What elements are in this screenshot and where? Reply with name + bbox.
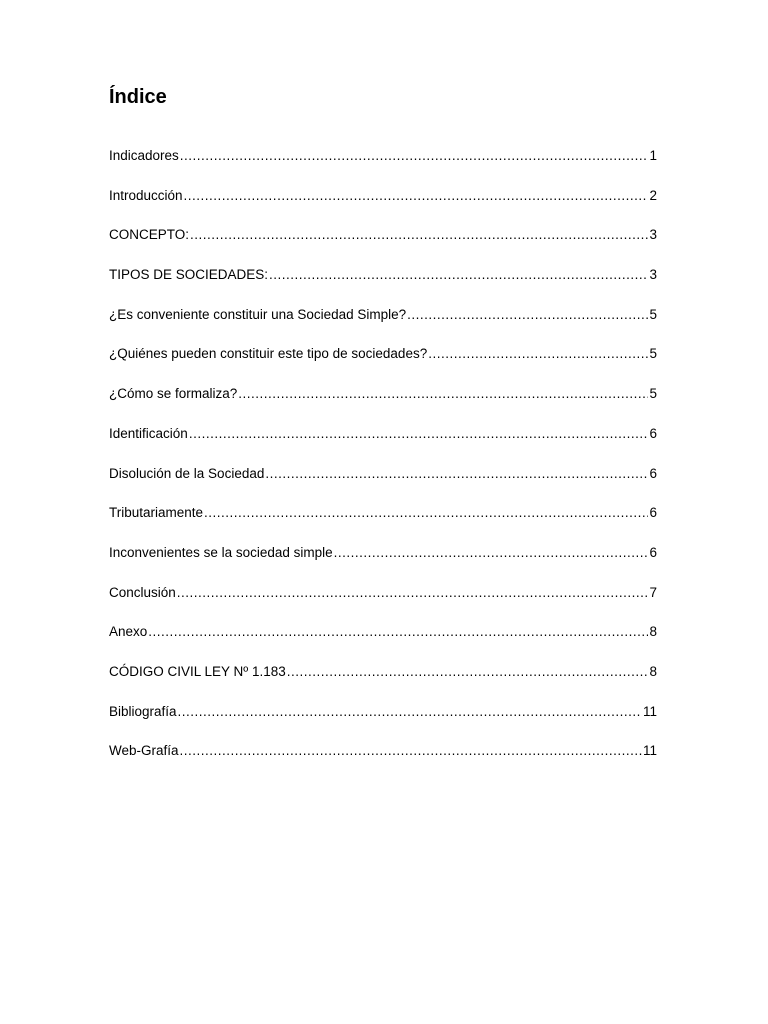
toc-entry[interactable]: [109, 543, 657, 583]
toc-leader-dots: [189, 424, 649, 444]
toc-entry[interactable]: [109, 702, 657, 742]
toc-entry-label: CÓDIGO CIVIL LEY Nº 1.183: [109, 663, 286, 679]
toc-leader-dots: [204, 503, 648, 523]
toc-entry-label: Conclusión: [109, 584, 176, 600]
toc-entry-label: ¿Cómo se formaliza?: [109, 386, 238, 402]
toc-leader-dots: [287, 662, 649, 682]
toc-entry-label: Tributariamente: [109, 505, 204, 521]
toc-entry[interactable]: [109, 384, 657, 424]
toc-entry-page-number: 2: [649, 187, 657, 203]
toc-entry-page-number: 5: [649, 386, 657, 402]
toc-entry-label: Indicadores: [109, 148, 179, 163]
toc-entry-page-number: 8: [649, 624, 657, 640]
toc-leader-dots: [148, 622, 648, 642]
toc-entry-label: CONCEPTO:: [109, 227, 190, 243]
toc-entry-label: TIPOS DE SOCIEDADES:: [109, 267, 269, 283]
toc-entry-label: ¿Quiénes pueden constituir este tipo de sociedades?: [109, 346, 428, 362]
toc-entry-page-number: 1: [649, 148, 657, 163]
toc-leader-dots: [190, 225, 648, 245]
toc-entry[interactable]: [109, 146, 657, 186]
toc-entry[interactable]: [109, 424, 657, 464]
toc-entry-label: Anexo: [109, 624, 148, 640]
toc-entry[interactable]: [109, 622, 657, 662]
toc-entry-label: ¿Es conveniente constituir una Sociedad Simple?: [109, 306, 407, 322]
toc-entry[interactable]: [109, 186, 657, 226]
toc-leader-dots: [238, 384, 648, 404]
toc-entry-page-number: 5: [649, 306, 657, 322]
toc-entry-page-number: 3: [649, 227, 657, 243]
toc-entry-page-number: 11: [642, 703, 657, 719]
toc-entry-page-number: 11: [642, 743, 657, 759]
toc-entry-page-number: 6: [649, 465, 657, 481]
toc-entry[interactable]: [109, 225, 657, 265]
toc-leader-dots: [178, 702, 642, 722]
toc-entry[interactable]: [109, 265, 657, 305]
toc-entry[interactable]: [109, 662, 657, 702]
toc-leader-dots: [428, 344, 648, 364]
toc-entry[interactable]: [109, 344, 657, 384]
toc-leader-dots: [334, 543, 649, 563]
toc-leader-dots: [180, 741, 642, 761]
toc-leader-dots: [269, 265, 648, 285]
toc-entry-label: Disolución de la Sociedad: [109, 465, 265, 481]
toc-entry-label: Identificación: [109, 425, 188, 441]
toc-leader-dots: [177, 583, 649, 603]
toc-entry-page-number: 5: [649, 346, 657, 362]
toc-entry[interactable]: [109, 464, 657, 504]
toc-leader-dots: [265, 464, 648, 484]
toc-entry-label: Bibliografía: [109, 703, 177, 719]
toc-entry[interactable]: [109, 741, 657, 781]
toc-entry-page-number: 6: [649, 544, 657, 560]
toc-leader-dots: [184, 186, 649, 206]
toc-leader-dots: [180, 146, 649, 166]
toc-leader-dots: [407, 305, 648, 325]
table-of-contents: [109, 146, 657, 781]
toc-entry-label: Web-Grafía: [109, 743, 179, 759]
toc-entry-page-number: 3: [649, 267, 657, 283]
toc-entry[interactable]: [109, 305, 657, 345]
toc-entry[interactable]: [109, 503, 657, 543]
toc-title: Índice: [109, 86, 167, 108]
toc-entry-label: Introducción: [109, 187, 183, 203]
toc-entry-page-number: 7: [649, 584, 657, 600]
toc-entry[interactable]: [109, 583, 657, 623]
toc-entry-label: Inconvenientes se la sociedad simple: [109, 544, 333, 560]
toc-entry-page-number: 6: [649, 425, 657, 441]
toc-entry-page-number: 6: [649, 505, 657, 521]
toc-entry-page-number: 8: [649, 663, 657, 679]
